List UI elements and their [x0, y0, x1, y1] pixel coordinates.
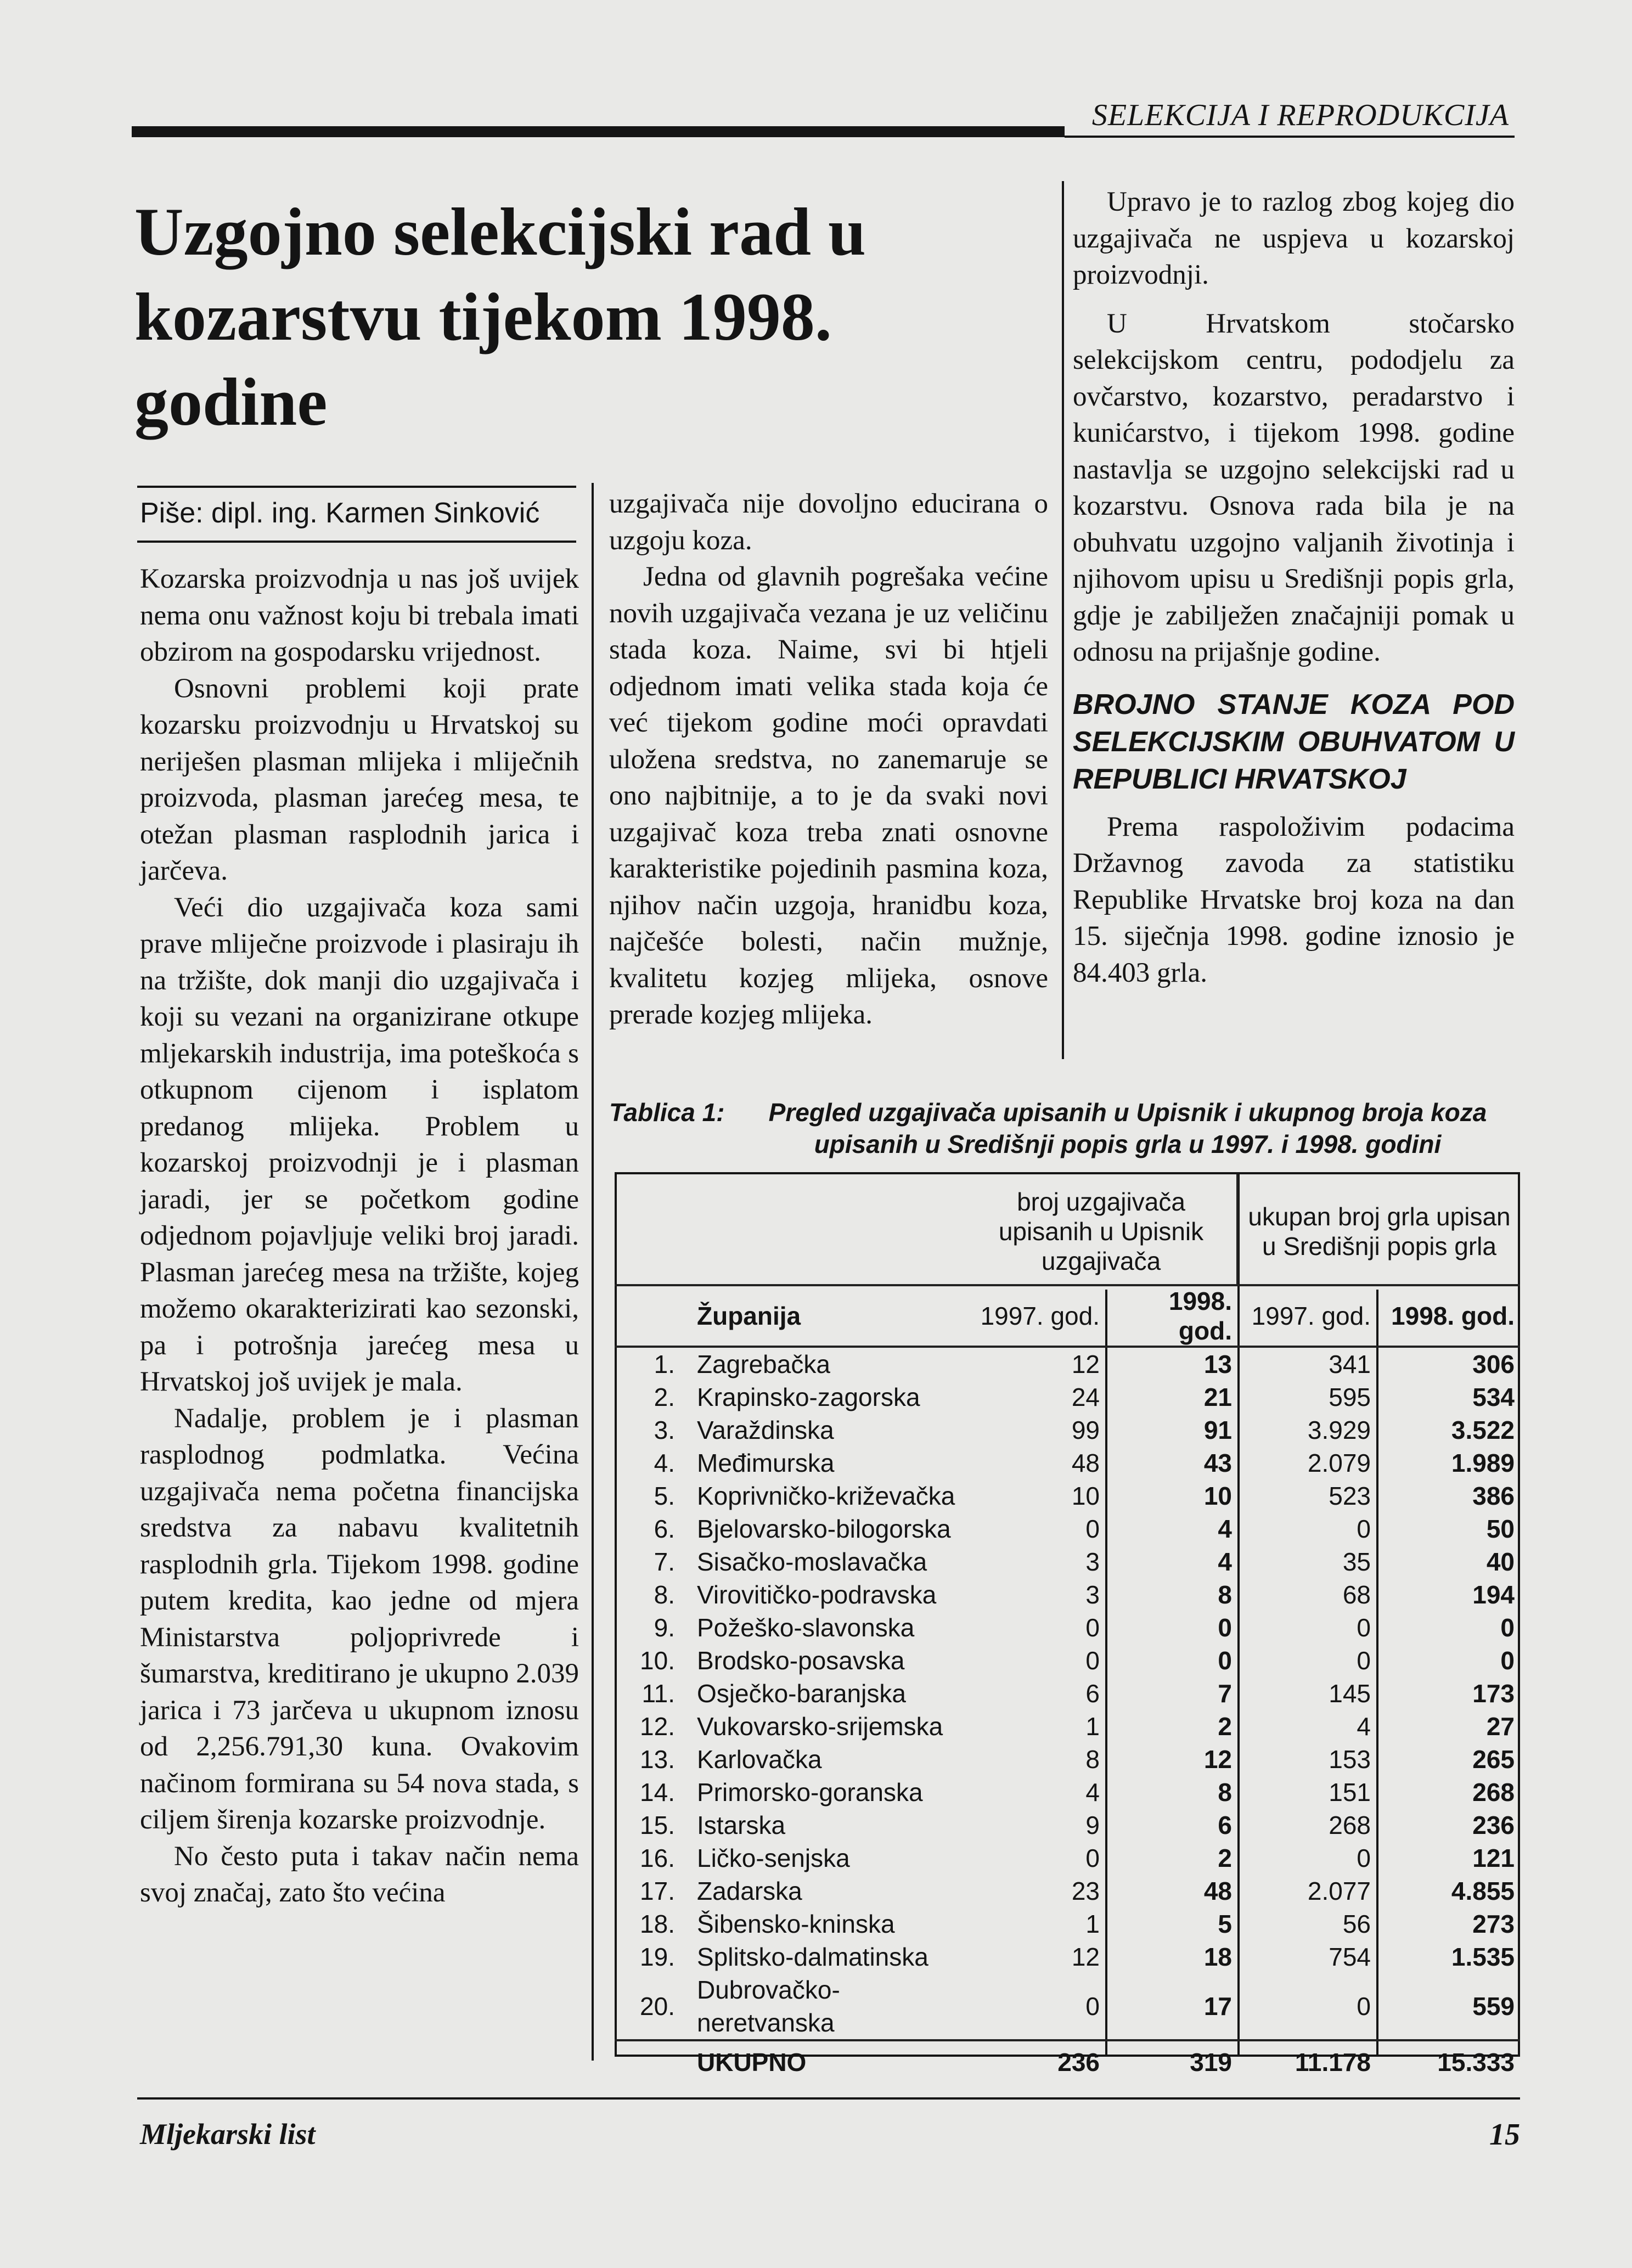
header-grla: ukupan broj grla upisan u Središnji popis grla — [1237, 1174, 1520, 1285]
paragraph: Upravo je to razlog zbog kojeg dio uzgajivača ne uspjeva u kozarskoj proizvodnji. — [1073, 187, 1515, 290]
paragraph: Nadalje, problem je i plasman rasplodnog podmlatka. Većina uzgajivača nema početna financijska sredstva za nabavu kvalitetnih rasplodnih grla. Tijekom 1998. godine putem kredita, kao jedne od mjera Ministarstva poljoprivrede i šumarstva, kreditirano je ukupno 2.039 jarica i 73 jarčeva u ukupnom iznosu od 2,256.791,30 kuna. Ovakovim načinom formirana su 54 nova stada, s ciljem širenja kozarske proizvodnje. — [140, 1403, 579, 1835]
byline-bottom-rule — [137, 541, 576, 543]
row-number: 13. — [640, 1745, 675, 1774]
row-number: 18. — [640, 1910, 675, 1938]
row-number: 9. — [654, 1613, 675, 1642]
row-uzg-1997: 6 — [1085, 1679, 1100, 1708]
row-grla-1997: 0 — [1357, 1515, 1371, 1543]
table-row — [615, 1842, 1520, 1875]
data-table — [615, 1174, 1520, 2083]
row-zupanija: Ličko-senjska — [697, 1844, 850, 1872]
column-header-1997-uzg: 1997. god. — [966, 1285, 1105, 1347]
row-zupanija: Virovitičko-podravska — [697, 1580, 937, 1609]
row-uzg-1998: 0 — [1218, 1613, 1232, 1642]
row-uzg-1998: 18 — [1203, 1943, 1232, 1971]
table-row — [615, 1776, 1520, 1809]
row-number: 15. — [640, 1811, 675, 1839]
row-grla-1998: 121 — [1472, 1844, 1515, 1872]
row-grla-1997: 268 — [1329, 1811, 1371, 1839]
row-grla-1998: 0 — [1500, 1613, 1515, 1642]
row-grla-1997: 151 — [1329, 1778, 1371, 1806]
row-grla-1998: 236 — [1472, 1811, 1515, 1839]
table-row — [615, 1743, 1520, 1776]
total-uzg-1997: 236 — [966, 2040, 1105, 2083]
row-uzg-1997: 1 — [1085, 1910, 1100, 1938]
row-number: 1. — [654, 1350, 675, 1378]
table-caption-text: Pregled uzgajivača upisanih u Upisnik i ukupnog broja koza upisanih u Središnji popis grla u 1997. i 1998. godini — [768, 1098, 1487, 1158]
row-number: 16. — [640, 1844, 675, 1872]
row-uzg-1998: 21 — [1203, 1383, 1232, 1411]
row-uzg-1997: 12 — [1071, 1943, 1100, 1971]
row-grla-1997: 595 — [1329, 1383, 1371, 1411]
paragraph: Veći dio uzgajivača koza sami prave mliječne proizvode i plasiraju ih na tržište, dok manji dio uzgajivača i koji su vezani na organizirane otkupe mljekarskih industrija, ima poteškoća s otkupnom cijenom i isplatom predanog mlijeka. Problem u kozarskoj proizvodnji je i plasman jaradi, jer se početkom godine odjednom pojavljuje veliki broj jaradi. Plasman jarećeg mesa na tržište, kojeg možemo okarakterizirati kao sezonski, pa i potrošnja jarećeg mesa u Hrvatskoj još uvijek je mala. — [140, 892, 579, 1397]
row-grla-1998: 559 — [1472, 1992, 1515, 2021]
subheading: BROJNO STANJE KOZA POD SELEKCIJSKIM OBUHVATOM U REPUBLICI HRVATSKOJ — [1073, 688, 1515, 795]
row-grla-1998: 386 — [1472, 1482, 1515, 1510]
table-row — [615, 1381, 1520, 1414]
row-uzg-1998: 7 — [1218, 1679, 1232, 1708]
magazine-name: Mljekarski list — [140, 2118, 316, 2151]
table-row — [615, 1545, 1520, 1578]
table-row — [615, 1907, 1520, 1940]
column-header-1997-grla: 1997. god. — [1237, 1285, 1376, 1347]
byline: Piše: dipl. ing. Karmen Sinković — [140, 497, 540, 529]
total-grla-1998: 15.333 — [1376, 2040, 1520, 2083]
row-uzg-1997: 3 — [1085, 1580, 1100, 1609]
table-row — [615, 1447, 1520, 1479]
column-header-1998-grla: 1998. god. — [1376, 1285, 1520, 1347]
row-number: 19. — [640, 1943, 675, 1971]
table-row — [615, 1973, 1520, 2040]
row-grla-1997: 145 — [1329, 1679, 1371, 1708]
row-uzg-1997: 8 — [1085, 1745, 1100, 1774]
footer-rule — [137, 2097, 1520, 2100]
row-grla-1998: 273 — [1472, 1910, 1515, 1938]
row-grla-1997: 35 — [1342, 1547, 1371, 1576]
row-grla-1998: 1.535 — [1451, 1943, 1515, 1971]
row-uzg-1998: 4 — [1218, 1547, 1232, 1576]
row-uzg-1997: 0 — [1085, 1515, 1100, 1543]
row-grla-1997: 4 — [1357, 1712, 1371, 1741]
row-grla-1997: 2.079 — [1307, 1449, 1371, 1477]
row-uzg-1998: 5 — [1218, 1910, 1232, 1938]
table-row — [615, 1512, 1520, 1545]
row-uzg-1997: 24 — [1071, 1383, 1100, 1411]
row-zupanija: Osječko-baranjska — [697, 1679, 906, 1708]
row-zupanija: Požeško-slavonska — [697, 1613, 915, 1642]
row-grla-1998: 4.855 — [1451, 1877, 1515, 1905]
column-header-zupanija: Županija — [691, 1285, 966, 1347]
row-zupanija: Bjelovarsko-bilogorska — [697, 1515, 951, 1543]
paragraph: Jedna od glavnih pogrešaka većine novih uzgajivača vezana je uz veličinu stada koza. Naime, svi bi htjeli odjednom imati velika stada koja će već tijekom godine moći opravdati uložena sredstva, no zanemaruje se ono najbitnije, a to je da svaki novi uzgajivač koza treba znati osnovne karakteristike pojedinih pasmina koza, njihov način uzgoja, hranidbu koza, najčešće bolesti, način mužnje, kvalitetu kozjeg mlijeka, osnove prerade kozjeg mlijeka. — [609, 561, 1048, 1030]
total-uzg-1998: 319 — [1105, 2040, 1237, 2083]
row-uzg-1998: 17 — [1203, 1992, 1232, 2021]
total-grla-1997: 11.178 — [1237, 2040, 1376, 2083]
header-rule — [132, 126, 1065, 137]
column-1 — [140, 561, 579, 1911]
row-number: 10. — [640, 1646, 675, 1675]
row-number: 7. — [654, 1547, 675, 1576]
row-number: 17. — [640, 1877, 675, 1905]
row-number: 8. — [654, 1580, 675, 1609]
row-uzg-1998: 10 — [1203, 1482, 1232, 1510]
row-number: 11. — [641, 1679, 675, 1708]
row-uzg-1998: 2 — [1218, 1844, 1232, 1872]
table-row — [615, 1875, 1520, 1907]
page-number: 15 — [1489, 2118, 1520, 2152]
table-row — [615, 1347, 1520, 1381]
row-grla-1997: 0 — [1357, 1992, 1371, 2021]
row-grla-1997: 0 — [1357, 1613, 1371, 1642]
row-uzg-1998: 6 — [1218, 1811, 1232, 1839]
paragraph: Prema raspoloživim podacima Državnog zavoda za statistiku Republike Hrvatske broj koza na dan 15. siječnja 1998. godine iznosio je 84.403 grla. — [1073, 811, 1515, 988]
paragraph: uzgajivača nije dovoljno educirana o uzgoju koza. — [609, 488, 1048, 556]
row-uzg-1998: 8 — [1218, 1580, 1232, 1609]
column-2 — [609, 486, 1048, 1033]
row-number: 4. — [654, 1449, 675, 1477]
row-grla-1998: 265 — [1472, 1745, 1515, 1774]
header-thin-rule — [1065, 136, 1515, 138]
row-zupanija: Splitsko-dalmatinska — [697, 1943, 928, 1971]
row-grla-1998: 40 — [1486, 1547, 1515, 1576]
row-zupanija: Brodsko-posavska — [697, 1646, 905, 1675]
row-number: 6. — [654, 1515, 675, 1543]
paragraph: Kozarska proizvodnja u nas još uvijek nema onu važnost koju bi trebala imati obzirom na gospodarsku vrijednost. — [140, 564, 579, 667]
row-zupanija: Zagrebačka — [697, 1350, 830, 1378]
row-grla-1997: 754 — [1329, 1943, 1371, 1971]
row-uzg-1997: 9 — [1085, 1811, 1100, 1839]
row-uzg-1998: 8 — [1218, 1778, 1232, 1806]
row-uzg-1998: 4 — [1218, 1515, 1232, 1543]
row-uzg-1997: 1 — [1085, 1712, 1100, 1741]
table-row — [615, 1710, 1520, 1743]
row-uzg-1997: 48 — [1071, 1449, 1100, 1477]
total-label: UKUPNO — [691, 2040, 966, 2083]
table-row — [615, 1578, 1520, 1611]
row-grla-1997: 153 — [1329, 1745, 1371, 1774]
row-uzg-1998: 43 — [1203, 1449, 1232, 1477]
table-row — [615, 1479, 1520, 1512]
row-zupanija: Krapinsko-zagorska — [697, 1383, 920, 1411]
column-divider-2 — [1062, 181, 1064, 1059]
row-uzg-1998: 2 — [1218, 1712, 1232, 1741]
row-uzg-1997: 99 — [1071, 1416, 1100, 1444]
header-uzgajivaci: broj uzgajivača upisanih u Upisnik uzgajivača — [998, 1188, 1204, 1275]
row-uzg-1997: 0 — [1085, 1646, 1100, 1675]
column-divider-1 — [592, 483, 594, 2061]
row-uzg-1997: 0 — [1085, 1844, 1100, 1872]
row-number: 2. — [654, 1383, 675, 1411]
table-row — [615, 1677, 1520, 1710]
row-uzg-1997: 4 — [1085, 1778, 1100, 1806]
row-number: 20. — [640, 1992, 675, 2021]
row-zupanija: Sisačko-moslavačka — [697, 1547, 927, 1576]
row-zupanija: Vukovarsko-srijemska — [697, 1712, 943, 1741]
row-grla-1997: 68 — [1342, 1580, 1371, 1609]
row-grla-1997: 0 — [1357, 1646, 1371, 1675]
row-zupanija: Karlovačka — [697, 1745, 822, 1774]
table-row — [615, 1414, 1520, 1447]
row-grla-1998: 0 — [1500, 1646, 1515, 1675]
row-zupanija: Zadarska — [697, 1877, 802, 1905]
row-uzg-1997: 23 — [1071, 1877, 1100, 1905]
row-grla-1997: 0 — [1357, 1844, 1371, 1872]
row-grla-1997: 56 — [1342, 1910, 1371, 1938]
row-uzg-1997: 10 — [1071, 1482, 1100, 1510]
section-tag: SELEKCIJA I REPRODUKCIJA — [1091, 98, 1509, 132]
table-row — [615, 1809, 1520, 1842]
table-row — [615, 1644, 1520, 1677]
row-grla-1997: 523 — [1329, 1482, 1371, 1510]
row-zupanija: Varaždinska — [697, 1416, 834, 1444]
row-grla-1998: 3.522 — [1451, 1416, 1515, 1444]
column-header-1998-uzg: 1998. god. — [1105, 1285, 1237, 1347]
paragraph: No često puta i takav način nema svoj značaj, zato što većina — [140, 1841, 579, 1908]
row-uzg-1997: 0 — [1085, 1992, 1100, 2021]
table-label: Tablica 1: — [609, 1098, 725, 1127]
table-row — [615, 1940, 1520, 1973]
row-uzg-1998: 91 — [1203, 1416, 1232, 1444]
row-grla-1998: 268 — [1472, 1778, 1515, 1806]
row-number: 3. — [654, 1416, 675, 1444]
row-grla-1998: 306 — [1472, 1350, 1515, 1378]
row-uzg-1998: 12 — [1203, 1745, 1232, 1774]
row-number: 12. — [640, 1712, 675, 1741]
column-3 — [1073, 184, 1515, 991]
row-uzg-1997: 12 — [1071, 1350, 1100, 1378]
row-zupanija: Međimurska — [697, 1449, 835, 1477]
row-zupanija: Dubrovačko-neretvanska — [697, 1976, 840, 2037]
row-zupanija: Istarska — [697, 1811, 786, 1839]
row-grla-1998: 534 — [1472, 1383, 1515, 1411]
row-zupanija: Koprivničko-križevačka — [697, 1482, 955, 1510]
row-zupanija: Šibensko-kninska — [697, 1910, 895, 1938]
row-uzg-1998: 48 — [1203, 1877, 1232, 1905]
row-number: 5. — [654, 1482, 675, 1510]
table-row — [615, 1611, 1520, 1644]
row-uzg-1997: 0 — [1085, 1613, 1100, 1642]
row-grla-1998: 194 — [1472, 1580, 1515, 1609]
paragraph: Osnovni problemi koji prate kozarsku proizvodnju u Hrvatskoj su neriješen plasman mlijeka i mliječnih proizvoda, plasman jarećeg mesa, te otežan plasman rasplodnih jarica i jarčeva. — [140, 673, 579, 886]
row-grla-1998: 27 — [1486, 1712, 1515, 1741]
paragraph: U Hrvatskom stočarsko selekcijskom centru, pododjelu za ovčarstvo, kozarstvo, peradarstvo i kunićarstvo, i tijekom 1998. godine nastavlja se uzgojno selekcijski rad u kozarstvu. Osnova rada bila je na obuhvatu uzgojno valjanih životinja i njihovom upisu u Središnji popis grla, gdje je zabilježen značajniji pomak u odnosu na prijašnje godine. — [1073, 308, 1515, 667]
byline-top-rule — [137, 486, 576, 488]
row-uzg-1997: 3 — [1085, 1547, 1100, 1576]
article-title: Uzgojno selekcijski rad u kozarstvu tijekom 1998. godine — [134, 194, 866, 440]
row-grla-1998: 173 — [1472, 1679, 1515, 1708]
row-grla-1998: 50 — [1486, 1515, 1515, 1543]
row-grla-1997: 341 — [1329, 1350, 1371, 1378]
row-grla-1997: 2.077 — [1307, 1877, 1371, 1905]
row-grla-1998: 1.989 — [1451, 1449, 1515, 1477]
row-grla-1997: 3.929 — [1307, 1416, 1371, 1444]
row-uzg-1998: 0 — [1218, 1646, 1232, 1675]
row-zupanija: Primorsko-goranska — [697, 1778, 923, 1806]
row-number: 14. — [640, 1778, 675, 1806]
row-uzg-1998: 13 — [1203, 1350, 1232, 1378]
